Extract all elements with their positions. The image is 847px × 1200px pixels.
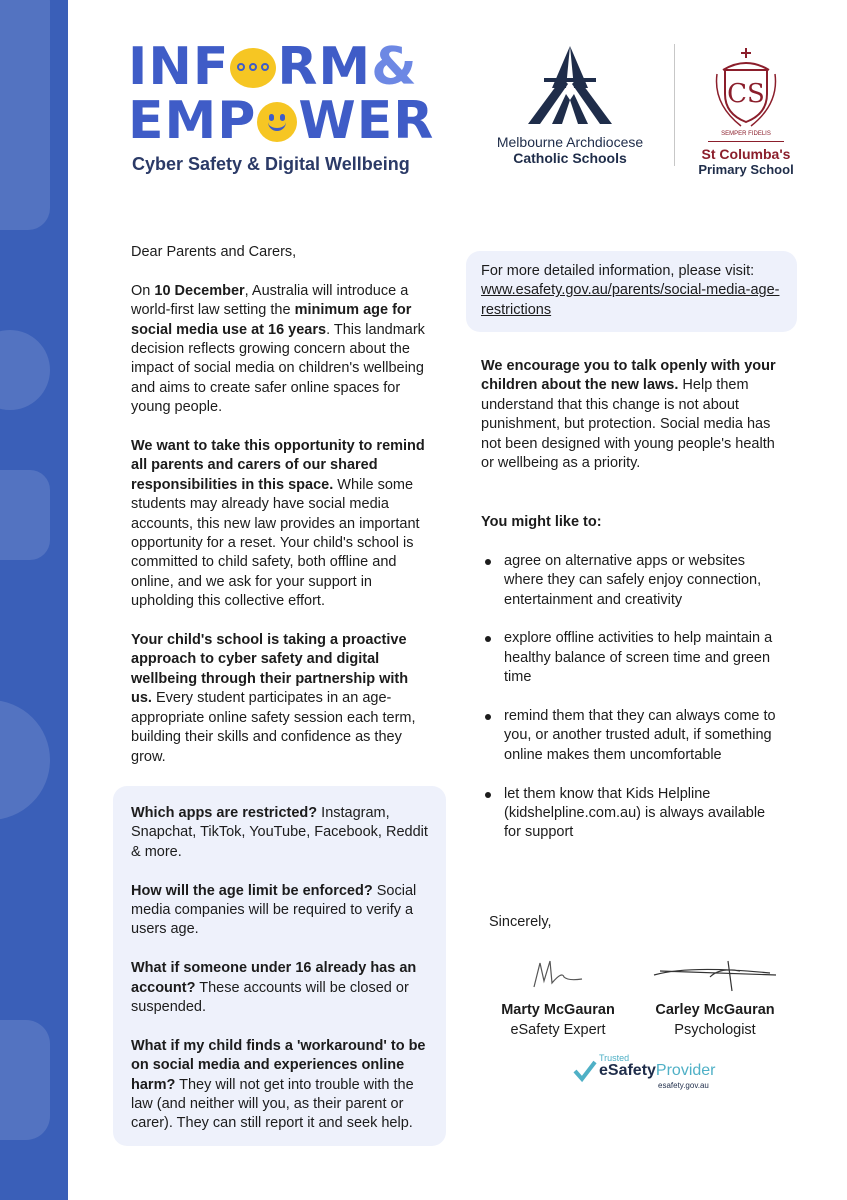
logo-ampersand: & xyxy=(371,37,418,97)
signature-icon xyxy=(528,955,588,995)
inform-empower-logo xyxy=(128,37,435,180)
school-name-line-2: Primary School xyxy=(698,162,794,177)
greeting: Dear Parents and Carers, xyxy=(131,244,297,260)
text-run: We want to take this opportunity to remind all parents and carers of our shared responsibilities in this space. xyxy=(131,438,425,493)
logo-tagline: Cyber Safety & Digital Wellbeing xyxy=(132,154,410,174)
text-run: 10 December xyxy=(154,282,245,299)
faq-answer: Instagram, Snapchat, TikTok, YouTube, Facebook, Reddit & more. xyxy=(131,805,428,860)
letter-body xyxy=(131,243,431,786)
macs-logo xyxy=(485,44,655,174)
list-item: let them know that Kids Helpline (kidshelpline.com.au) is always available for support xyxy=(481,785,781,843)
signature-block-1 xyxy=(498,955,618,1040)
encourage-paragraph xyxy=(481,357,781,493)
text-run: Every student participates in an age-appropriate online safety session each term, building their skills and confidence as they grow. xyxy=(131,690,416,765)
signoff: Sincerely, xyxy=(489,914,552,930)
info-text: For more detailed information, please visit: xyxy=(481,263,755,279)
school-rule xyxy=(708,141,784,142)
faq-item xyxy=(131,959,431,1017)
smiley-icon xyxy=(257,102,297,142)
signature-icon xyxy=(650,955,780,995)
text-run: While some students may already have social media accounts, this new law provides an important opportunity for a reset. Your child's school is committed to child safety, both offline and online, and we ask for your support in upholding this collective effort. xyxy=(131,476,420,610)
signatory-role: Psychologist xyxy=(674,1021,756,1038)
school-crest-icon xyxy=(711,44,781,130)
list-item: explore offline activities to help maintain a healthy balance of screen time and green time xyxy=(481,629,781,687)
text-run: minimum age for social media use at 16 years xyxy=(131,302,412,338)
text-run: Help them understand that this change is not about punishment, but protection. Social media has not been designed with young people's health or wellbeing as a priority. xyxy=(481,377,775,472)
logo-text: WER xyxy=(298,91,435,151)
badge-trusted: Trusted xyxy=(599,1053,630,1063)
badge-provider: Provider xyxy=(655,1062,716,1079)
logo-line-1 xyxy=(128,37,418,97)
macs-name-line-1: Melbourne Archdiocese xyxy=(496,134,644,150)
decorative-shape xyxy=(0,470,50,560)
macs-name-line-2: Catholic Schools xyxy=(513,150,627,166)
faq-answer: They will not get into trouble with the law (and neither will you, as their parent or carer). They can still report it and seek help. xyxy=(131,1076,414,1132)
checkmark-icon xyxy=(573,1059,597,1083)
signatory-name: Carley McGauran xyxy=(655,1002,775,1019)
esafety-link[interactable]: www.esafety.gov.au/parents/social-media-age-restrictions xyxy=(481,282,780,318)
list-item: agree on alternative apps or websites where they can safely enjoy connection, entertainment and creativity xyxy=(481,552,781,610)
faq-question: Which apps are restricted? xyxy=(131,805,318,821)
badge-esafety: eSafety xyxy=(599,1062,656,1079)
tips-section xyxy=(481,513,781,862)
faq-question: How will the age limit be enforced? xyxy=(131,882,373,899)
school-approach-paragraph xyxy=(131,631,431,767)
badge-url: esafety.gov.au xyxy=(658,1081,709,1090)
decorative-shape xyxy=(0,700,50,820)
macs-emblem-icon xyxy=(522,44,618,126)
responsibility-paragraph xyxy=(131,437,431,612)
text-run: We encourage you to talk openly with your children about the new laws. xyxy=(481,358,776,394)
faq-question: What if someone under 16 already has an account? xyxy=(131,960,417,996)
trusted-esafety-provider-badge xyxy=(573,1053,723,1093)
signature-block-2 xyxy=(650,955,780,1040)
school-motto: SEMPER FIDELIS xyxy=(721,131,771,137)
text-run: , Australia will introduce a world-first law setting the xyxy=(131,282,409,319)
decorative-shape xyxy=(0,330,50,410)
decorative-shape xyxy=(0,1020,50,1140)
text-run: . This landmark decision reflects growing concern about the impact of social media on children's wellbeing and aims to create safer online spaces for young people. xyxy=(131,321,425,416)
tips-heading: You might like to: xyxy=(481,514,602,530)
faq-item xyxy=(131,1037,431,1134)
decorative-sidebar xyxy=(0,0,68,1200)
info-box xyxy=(466,251,797,332)
logo-text: INF xyxy=(128,37,230,97)
faq-box xyxy=(113,786,446,1146)
school-logo xyxy=(696,44,796,177)
text-run: Your child's school is taking a proactive approach to cyber safety and digital wellbeing through their partnership with us. xyxy=(131,632,409,707)
decorative-shape xyxy=(0,0,50,230)
signatory-name: Marty McGauran xyxy=(501,1002,615,1019)
list-item: remind them that they can always come to you, or another trusted adult, if something online makes them uncomfortable xyxy=(481,707,781,765)
school-name-line-1: St Columba's xyxy=(701,146,791,162)
faq-item xyxy=(131,882,431,940)
faq-item xyxy=(131,804,431,862)
logo-line-2 xyxy=(128,91,435,151)
text-run: On xyxy=(131,282,155,299)
speech-bubble-icon xyxy=(230,48,276,88)
signatory-role: eSafety Expert xyxy=(510,1021,606,1038)
faq-answer: These accounts will be closed or suspended. xyxy=(131,979,409,1016)
logo-text: RM xyxy=(277,37,372,97)
tips-list xyxy=(481,552,781,843)
logo-text: EMP xyxy=(128,91,257,151)
faq-question: What if my child finds a 'workaround' to be on social media and experiences online harm? xyxy=(131,1037,426,1093)
logo-divider xyxy=(674,44,675,166)
badge-title xyxy=(599,1062,716,1080)
faq-answer: Social media companies will be required to verify a users age. xyxy=(131,882,417,938)
intro-paragraph xyxy=(131,282,431,418)
svg-text:CS: CS xyxy=(727,79,765,109)
